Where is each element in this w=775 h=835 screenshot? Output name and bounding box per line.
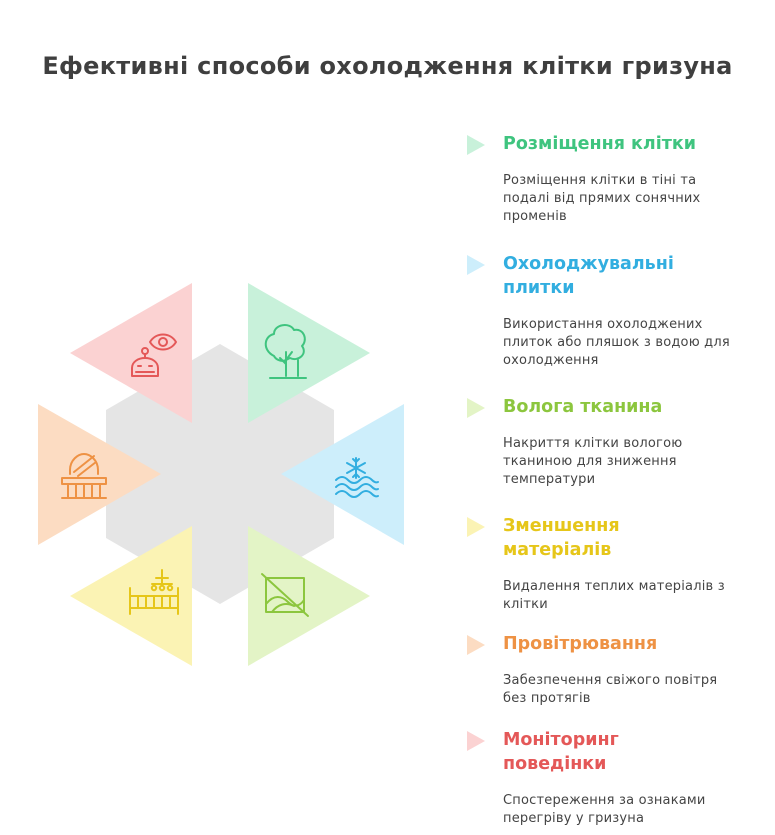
step-heading: Зменшення матеріалів [503,516,620,560]
step-cooling-tiles [466,252,756,370]
step-description: Використання охолоджених плиток або пляшок з водою для охолодження [503,317,730,368]
step-description: Розміщення клітки в тіні та подалі від прямих сонячних променів [503,173,701,224]
step-description: Видалення теплих матеріалів з клітки [503,579,725,612]
step-wet-cloth [466,395,756,489]
play-marker-icon [466,730,486,752]
step-heading: Моніторинг поведінки [503,730,619,774]
play-marker-icon [466,254,486,276]
page-title: Ефективні способи охолодження клітки гризуна [42,52,733,80]
step-heading: Волога тканина [503,397,663,417]
play-marker-icon [466,634,486,656]
step-description: Забезпечення свіжого повітря без протягів [503,673,718,706]
step-behavior-monitoring [466,728,756,828]
step-heading: Охолоджувальні плитки [503,254,674,298]
play-marker-icon [466,397,486,419]
step-cage-placement [466,132,756,226]
step-description: Накриття клітки вологою тканиною для зниження температури [503,436,683,487]
play-marker-icon [466,516,486,538]
step-reduce-materials [466,514,756,614]
step-description: Спостереження за ознаками перегріву у гризуна [503,793,706,826]
step-ventilation [466,632,756,708]
step-heading: Провітрювання [503,634,658,654]
play-marker-icon [466,134,486,156]
step-heading: Розміщення клітки [503,134,697,154]
